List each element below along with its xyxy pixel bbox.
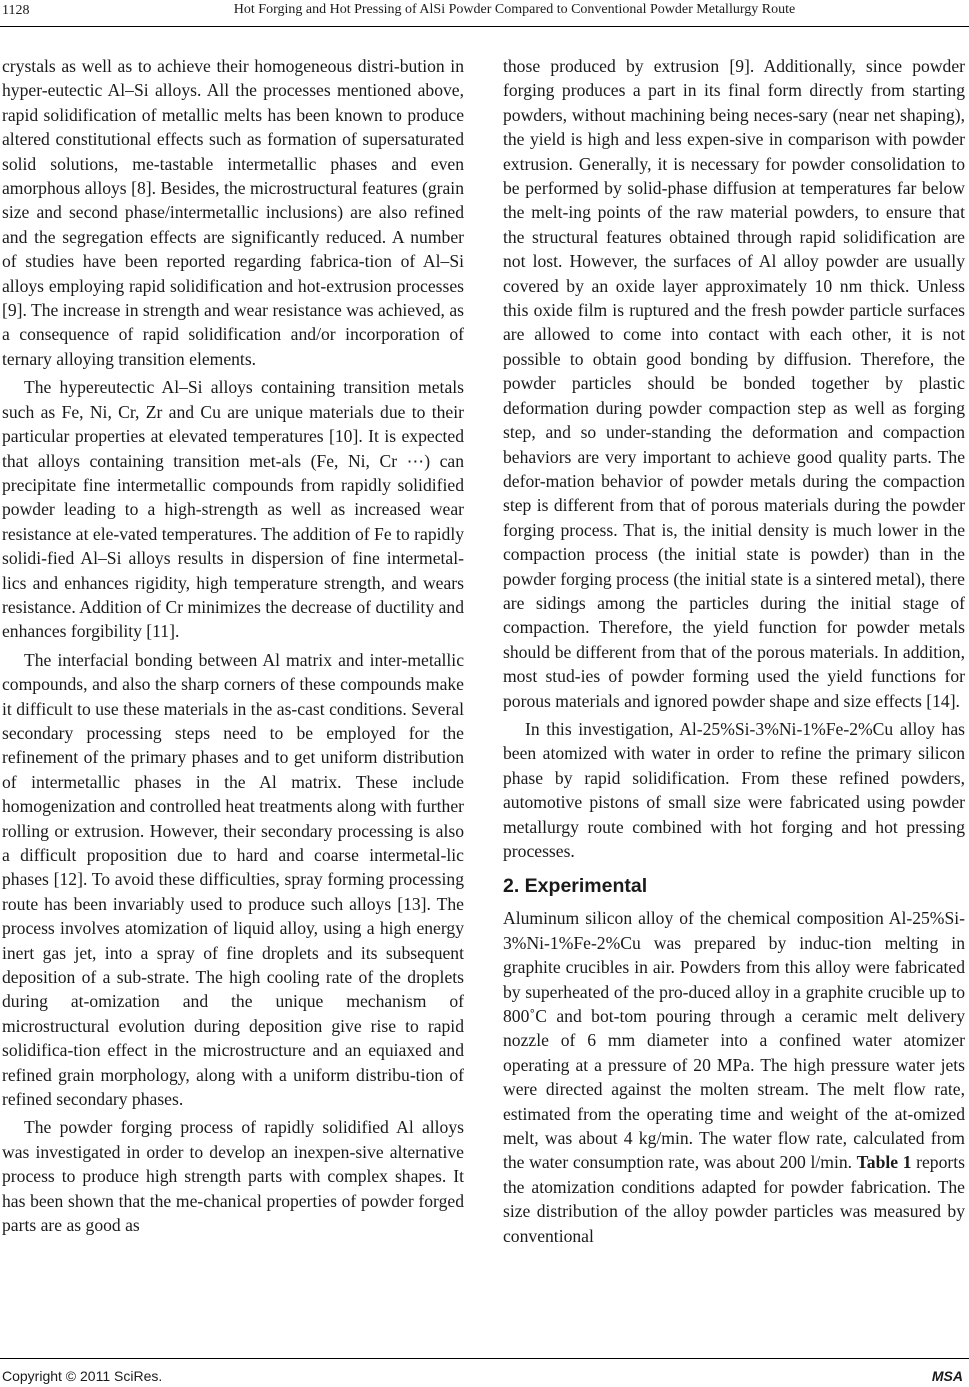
journal-name: MSA bbox=[931, 1368, 963, 1384]
paragraph: In this investigation, Al-25%Si-3%Ni-1%Fe-2%Cu alloy has been atomized with water in order to refine the primary silicon phase by rapid solidification. From these refined powders, automotive pistons of small size were fabricated using powder metallurgy route combined with hot forging and hot pressing processes. bbox=[503, 718, 965, 861]
page-footer bbox=[0, 1358, 969, 1387]
paragraph: The powder forging process of rapidly solidified Al alloys was investigated in order to develop an inexpen-sive alternative process to produce high strength parts with complex shapes. It has been shown that the me-chanical properties of powder forged parts are as good as bbox=[2, 1117, 464, 1236]
page-number: 1128 bbox=[2, 3, 30, 18]
paragraph: The interfacial bonding between Al matrix and inter-metallic compounds, and also the sharp corners of these compounds make it difficult to use these materials in the as-cast conditions. Several secondary processing steps need to be employed for the refinement of the primary phases and to get uniform distribution of intermetallic phases in the Al matrix. These include homogenization and controlled heat treatments along with further rolling or extrusion. However, their secondary processing is also a difficult proposition due to hard and coarse intermetal-lic phases [12]. To avoid these difficulties, spray forming processing route has been invariably used to produce such alloys [13]. The process involves atomization of liquid alloy, using a high energy inert gas jet, into a spray of fine droplets and its subsequent deposition of a sub-strate. The high cooling rate of the droplets during at-omization and the unique mechanism of microstructural evolution during deposition give rise to rapid solidifica-tion effect in the microstructure and an equiaxed and refined grain morphology, along with a uniform distribu-tion of refined secondary phases. bbox=[2, 649, 464, 1110]
page-header bbox=[0, 0, 969, 27]
table-reference: Table 1 bbox=[856, 1152, 912, 1173]
paragraph: those produced by extrusion [9]. Additionally, since powder forging produces a part in its final form directly from starting powders, without machining being neces-sary (near net shaping), the yield is high and less expen-sive in comparison with powder extrusion. Generally, it is necessary for powder consolidation to be performed by solid-phase diffusion at temperatures far below the melt-ing points of the raw material powders, to ensure that the structural features obtained through rapid solidification are not lost. However, the surfaces of Al alloy powder are usually covered by an oxide layer approximately 10 nm thick. Unless this oxide film is ruptured and the fresh powder particle surfaces are allowed to come into contact with each other, it is not possible to obtain good bonding by diffusion. Therefore, the powder particles should be bonded together by plastic deformation during powder compaction step as well as forging step, and so under-standing the deformation and compaction behaviors are very important to achieve good quality parts. The defor-mation behavior of powder metals during the compaction step is different from that of porous materials during the powder forging process. That is, the initial density is much lower in the compaction process (the initial state is powder) than in the powder forging process (the initial state is a sintered metal), there are sidings among the particles during the initial stage of compaction. Therefore, the yield function for powder metals should be different from that of the porous materials. In addition, most stud-ies of powder forming used the yield functions for porous materials and ignored powder shape and size effects [14]. bbox=[503, 56, 965, 711]
left-column bbox=[2, 54, 464, 1238]
paragraph bbox=[503, 906, 965, 1248]
running-title: Hot Forging and Hot Pressing of AlSi Powder Compared to Conventional Powder Metallurgy Route bbox=[233, 2, 796, 17]
copyright-notice: Copyright © 2011 SciRes. bbox=[2, 1368, 163, 1384]
section-heading: 2. Experimental bbox=[503, 875, 648, 898]
right-column bbox=[503, 54, 965, 1248]
text-span: Aluminum silicon alloy of the chemical composition Al-25%Si-3%Ni-1%Fe-2%Cu was prepared by induc-tion melting in graphite crucibles in air. Powders from this alloy were fabricated by superheated of the pro-duced alloy in a graphite crucible up to 800˚C and bot-tom pouring through a ceramic melt delivery nozzle of 6 mm diameter into a confined water atomizer operating at a pressure of 20 MPa. The high pressure water jets were directed against the molten stream. The melt flow rate, estimated from the operating time and weight of the at-omized melt, was about 4 kg/min. The water flow rate, calculated from the water consumption rate, was about 200 l/min. bbox=[503, 908, 965, 1173]
paragraph: The hypereutectic Al–Si alloys containing transition metals such as Fe, Ni, Cr, Zr and Cu are unique materials due to their particular properties at elevated temperatures [10]. It is expected that alloys containing transition met-als (Fe, Ni, Cr ⋯) can precipitate fine intermetallic compounds from rapidly solidified powder leading to a high-strength as well as increased wear resistance at ele-vated temperatures. The addition of Fe to rapidly solidi-fied Al–Si alloys results in dispersion of fine intermetal-lics and enhances rigidity, high temperature strength, and wears resistance. Addition of Cr minimizes the decrease of ductility and enhances forgibility [11]. bbox=[2, 377, 464, 642]
text-span: reports the atomization conditions adapted for powder fabrication. The size distribution of the alloy powder particles was measured by conventional bbox=[503, 1152, 965, 1246]
paragraph: crystals as well as to achieve their homogeneous distri-bution in hyper-eutectic Al–Si alloys. All the processes mentioned above, rapid solidification of metallic melts has been known to produce altered constitutional effects such as formation of supersaturated solid solutions, me-tastable intermetallic phases and even amorphous alloys [8]. Besides, the microstructural features (grain size and second phase/intermetallic inclusions) are also refined and the segregation effects are significantly reduced. A number of studies have been reported regarding fabrica-tion of Al–Si alloys employing rapid solidification and hot-extrusion processes [9]. The increase in strength and wear resistance was achieved, as a consequence of rapid solidification and/or incorporation of ternary alloying transition elements. bbox=[2, 56, 464, 369]
